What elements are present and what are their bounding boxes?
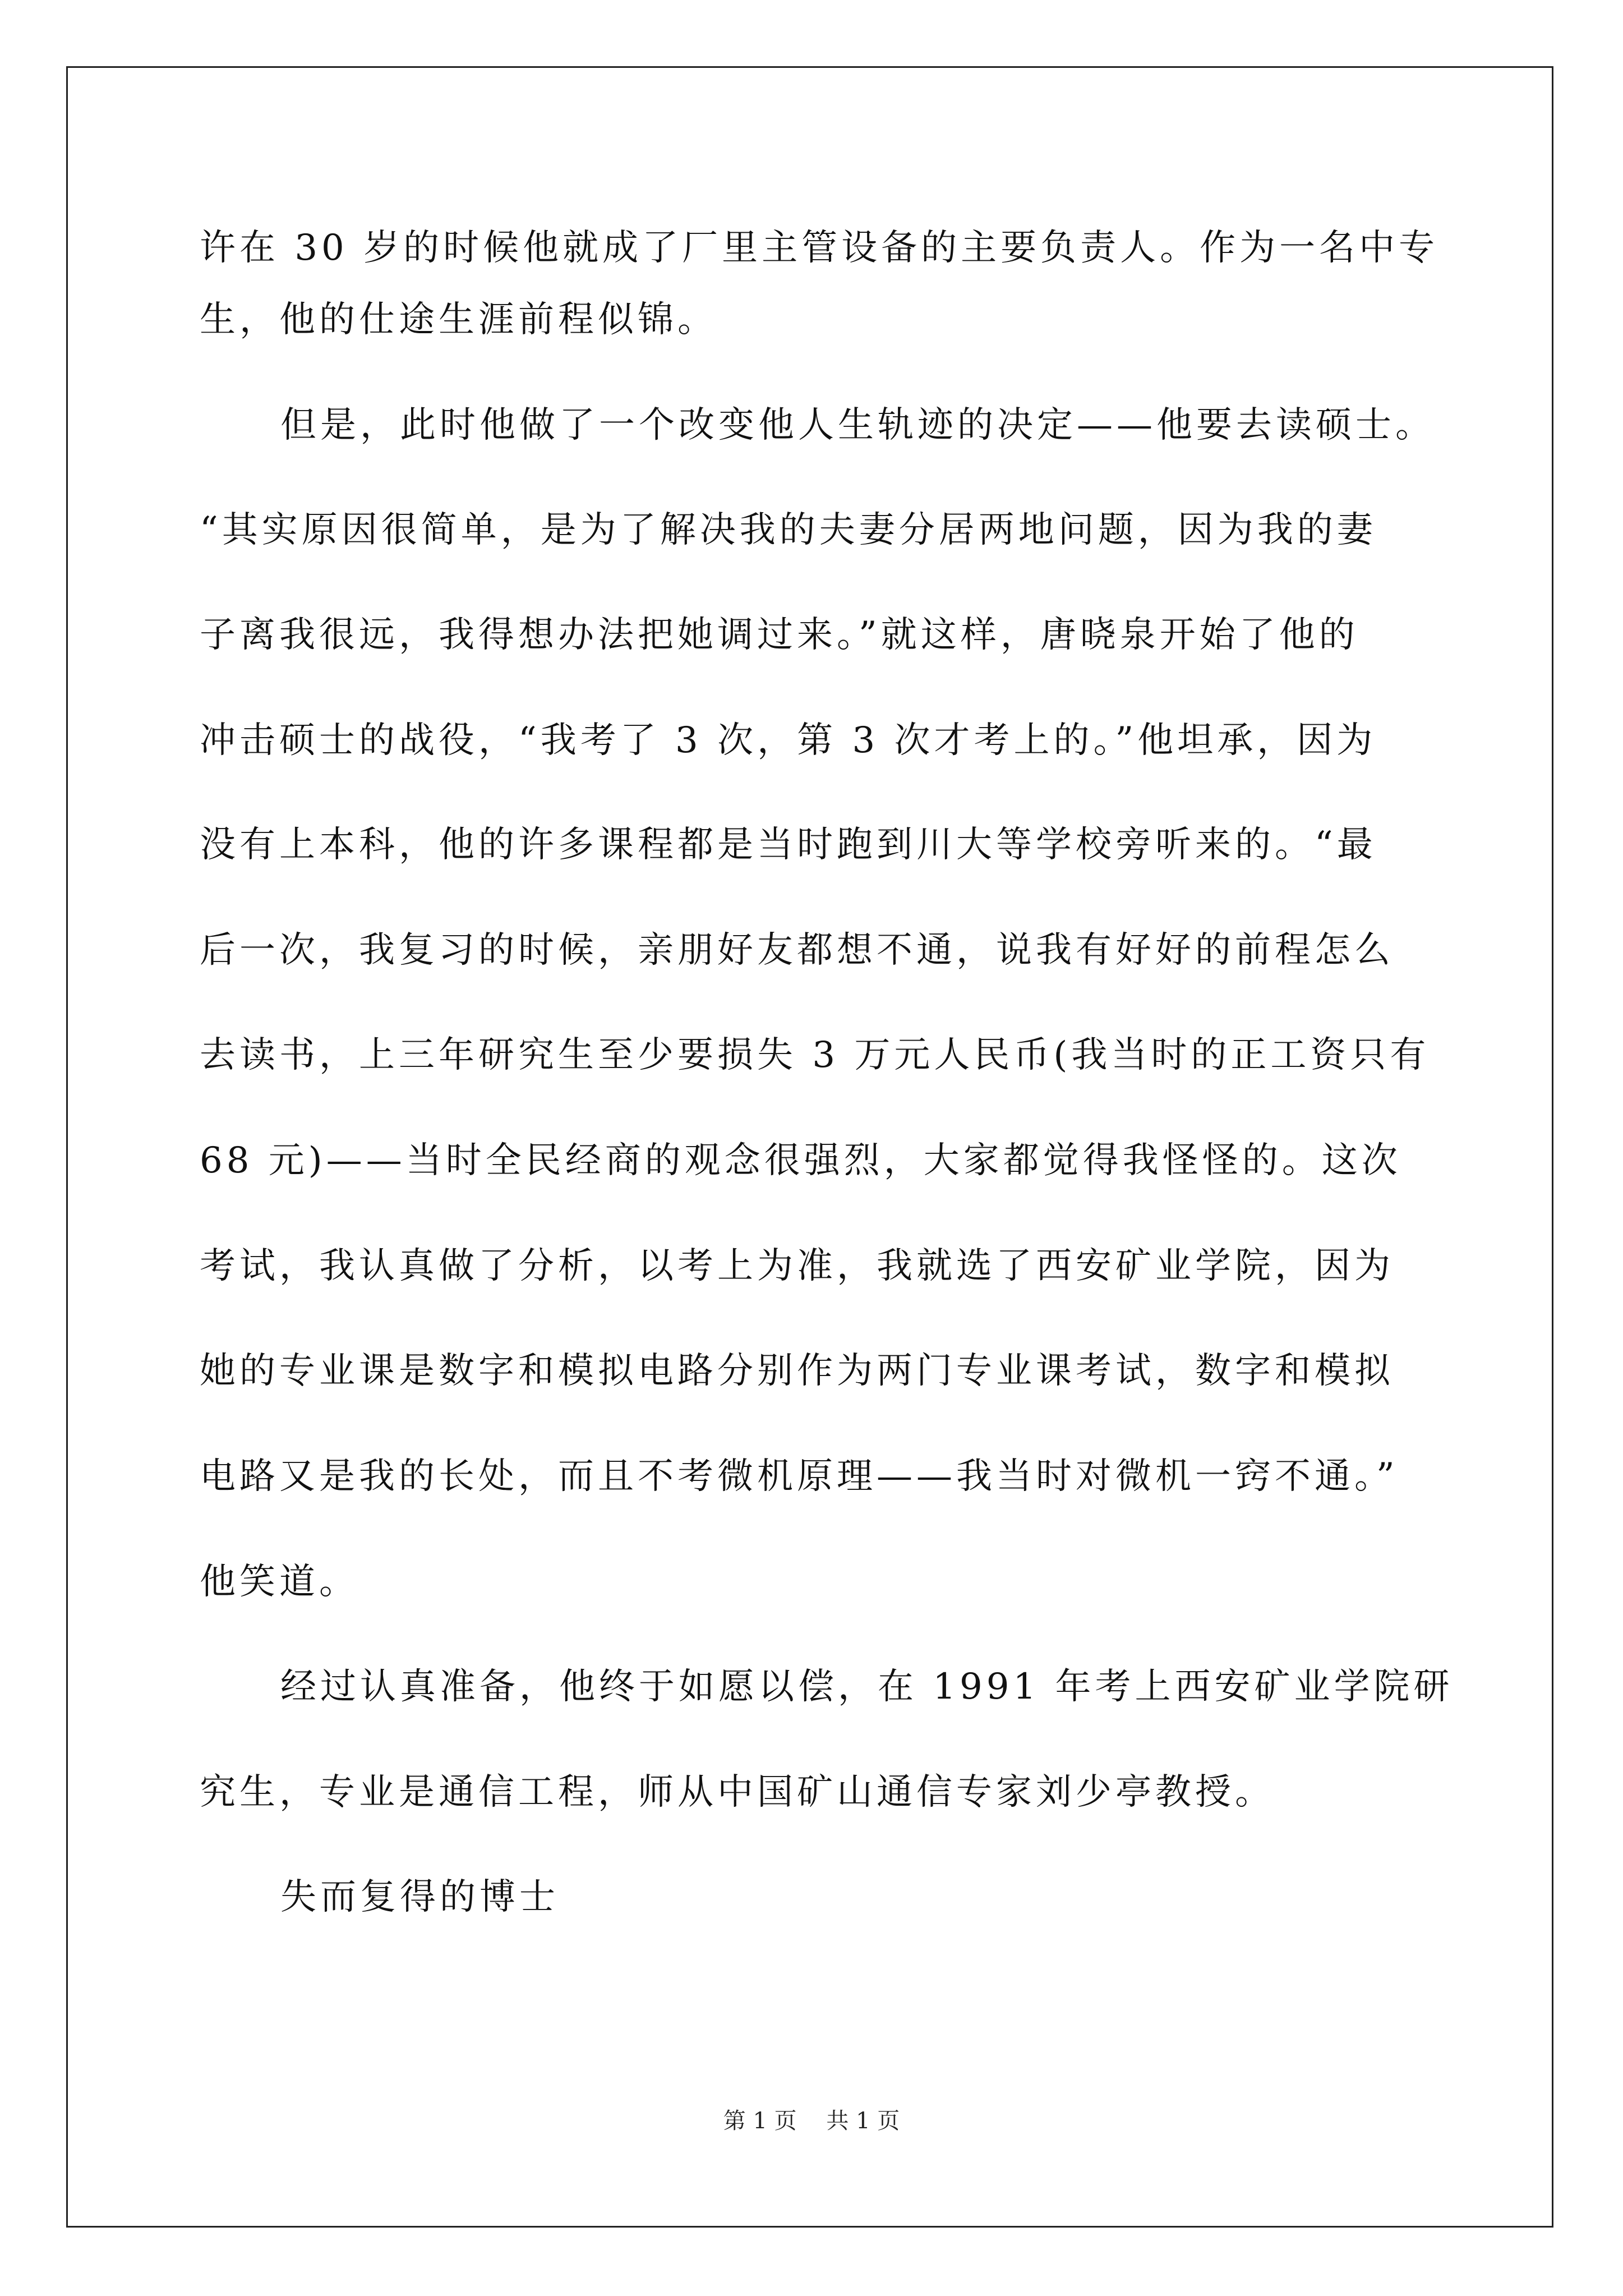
text-line: 68 元)——当时全民经商的观念很强烈，大家都觉得我怪怪的。这次 [200,1140,1401,1181]
text-line: 没有上本科，他的许多课程都是当时跑到川大等学校旁听来的。“最 [200,824,1377,866]
text-line: 后一次，我复习的时候，亲朋好友都想不通，说我有好好的前程怎么 [200,930,1394,971]
page-number: 第 1 页 [723,2108,797,2134]
text-line: 但是，此时他做了一个改变他人生轨迹的决定——他要去读硕士。 [280,404,1435,446]
text-line: 电路又是我的长处，而且不考微机原理——我当时对微机一窍不通。” [200,1456,1399,1497]
page-total: 共 1 页 [826,2108,900,2134]
text-line: 子离我很远，我得想办法把她调过来。”就这样，唐晓泉开始了他的 [200,614,1359,656]
section-heading: 失而复得的博士 [280,1876,559,1918]
text-line: 考试，我认真做了分析，以考上为准，我就选了西安矿业学院，因为 [200,1245,1394,1287]
page-footer [0,2107,1623,2135]
text-line: “其实原因很简单，是为了解决我的夫妻分居两地问题，因为我的妻 [200,509,1377,551]
text-line: 究生，专业是通信工程，师从中国矿山通信专家刘少亭教授。 [200,1772,1275,1813]
text-line: 他笑道。 [200,1561,359,1603]
text-line: 冲击硕士的战役，“我考了 3 次，第 3 次才考上的。”他坦承，因为 [200,720,1377,761]
text-line: 她的专业课是数字和模拟电路分别作为两门专业课考试，数字和模拟 [200,1350,1394,1392]
text-line: 经过认真准备，他终于如愿以偿，在 1991 年考上西安矿业学院研 [280,1666,1454,1708]
text-line: 去读书，上三年研究生至少要损失 3 万元人民币(我当时的正工资只有 [200,1034,1430,1076]
text-line: 生，他的仕途生涯前程似锦。 [200,299,717,341]
text-line: 许在 30 岁的时候他就成了厂里主管设备的主要负责人。作为一名中专 [200,227,1439,269]
